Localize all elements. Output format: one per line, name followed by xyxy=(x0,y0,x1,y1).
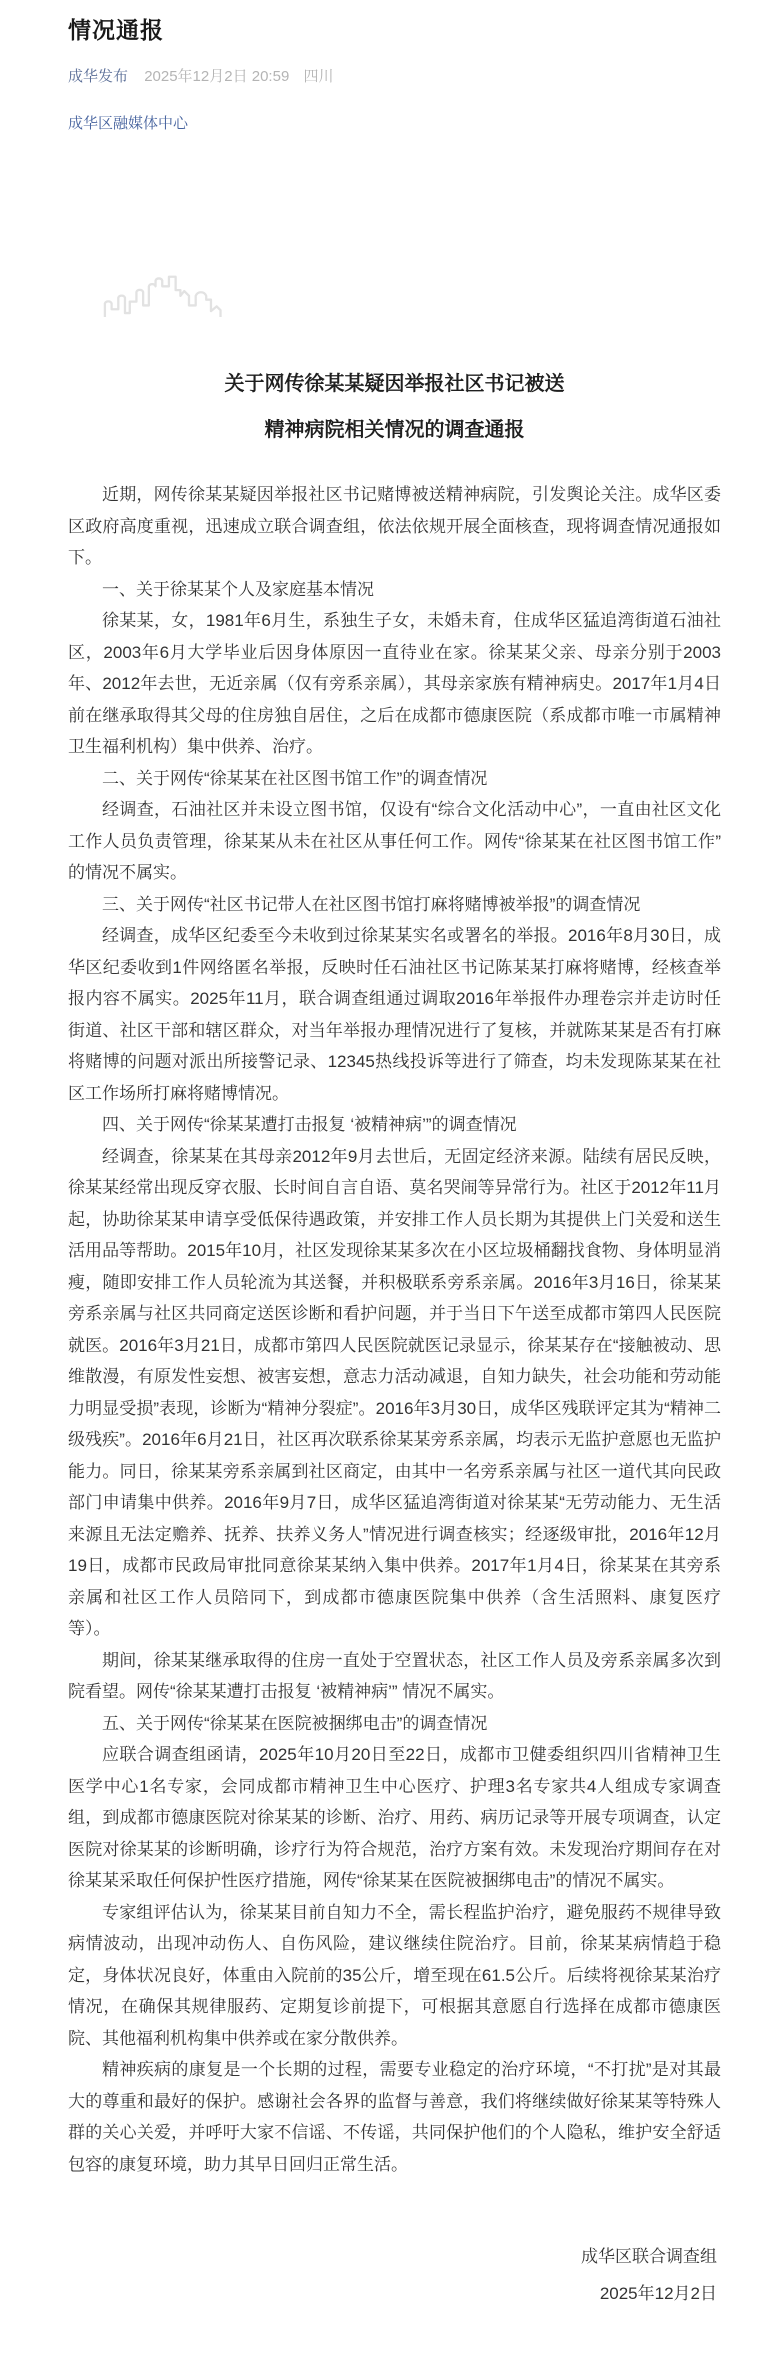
paragraph: 徐某某，女，1981年6月生，系独生子女，未婚未育，住成华区猛追湾街道石油社区，2003年6月大学毕业后因身体原因一直待业在家。徐某某父亲、母亲分别于2003年、2012年去世，无近亲属（仅有旁系亲属），其母亲家族有精神病史。2017年1月4日前在继承取得其父母的住房独自居住，之后在成都市德康医院（系成都市唯一市属精神卫生福利机构）集中供养、治疗。 xyxy=(68,611,721,756)
publish-location: 四川 xyxy=(303,68,334,85)
page-title: 情况通报 xyxy=(68,17,164,43)
publish-datetime: 2025年12月2日 20:59 xyxy=(144,68,290,85)
account-name-link[interactable]: 成华发布 xyxy=(68,68,129,85)
signature-org: 成华区联合调查组 xyxy=(581,2247,717,2266)
signature-block xyxy=(68,2238,721,2312)
article-title xyxy=(68,361,721,453)
article-body xyxy=(68,479,721,2180)
section-heading: 四、关于网传“徐某某遭打击报复 ‘被精神病’”的调查情况 xyxy=(102,1115,517,1134)
section-heading: 二、关于网传“徐某某在社区图书馆工作”的调查情况 xyxy=(102,768,488,788)
section-heading: 五、关于网传“徐某某在医院被捆绑电击”的调查情况 xyxy=(102,1713,488,1733)
paragraph: 期间，徐某某继承取得的住房一直处于空置状态，社区工作人员及旁系亲属多次到院看望。网传“徐某某遭打击报复 ‘被精神病’” 情况不属实。 xyxy=(68,1650,721,1701)
paragraph: 经调查，石油社区并未设立图书馆，仅设有“综合文化活动中心”，一直由社区文化工作人员负责管理，徐某某从未在社区从事任何工作。网传“徐某某在社区图书馆工作”的情况不属实。 xyxy=(68,800,721,882)
article-title-line2: 精神病院相关情况的调查通报 xyxy=(264,419,525,441)
paragraph: 应联合调查组函请，2025年10月20日至22日，成都市卫健委组织四川省精神卫生医学中心1名专家，会同成都市精神卫生中心医疗、护理3名专家共4人组成专家调查组，到成都市德康医院对徐某某的诊断、治疗、用药、病历记录等开展专项调查，认定医院对徐某某的诊断明确，诊疗行为符合规范，治疗方案有效。未发现治疗期间存在对徐某某采取任何保护性医疗措施，网传“徐某某在医院被捆绑电击”的情况不属实。 xyxy=(68,1745,721,1890)
article-meta xyxy=(68,65,721,86)
paragraph: 近期，网传徐某某疑因举报社区书记赌博被送精神病院，引发舆论关注。成华区委区政府高度重视，迅速成立联合调查组，依法依规开展全面核查，现将调查情况通报如下。 xyxy=(68,485,721,567)
section-heading: 三、关于网传“社区书记带人在社区图书馆打麻将赌博被举报”的调查情况 xyxy=(102,894,641,914)
city-skyline-sketch-icon xyxy=(103,269,275,317)
signature-date: 2025年12月2日 xyxy=(599,2284,717,2303)
source-link[interactable]: 成华区融媒体中心 xyxy=(68,115,189,132)
paragraph: 经调查，徐某某在其母亲2012年9月去世后，无固定经济来源。陆续有居民反映，徐某某经常出现反穿衣服、长时间自言自语、莫名哭闹等异常行为。社区于2012年11月起，协助徐某某申请享受低保待遇政策，并安排工作人员长期为其提供上门关爱和送生活用品等帮助。2015年10月，社区发现徐某某多次在小区垃圾桶翻找食物、身体明显消瘦，随即安排工作人员轮流为其送餐，并积极联系旁系亲属。2016年3月16日，徐某某旁系亲属与社区共同商定送医诊断和看护问题，并于当日下午送至成都市第四人民医院就医。2016年3月21日，成都市第四人民医院就医记录显示，徐某某存在“接触被动、思维散漫，有原发性妄想、被害妄想，意志力活动减退，自知力缺失，社会功能和劳动能力明显受损”表现，诊断为“精神分裂症”。2016年3月30日，成华区残联评定其为“精神二级残疾”。2016年6月21日，社区再次联系徐某某旁系亲属，均表示无监护意愿也无监护能力。同日，徐某某旁系亲属到社区商定，由其中一名旁系亲属与社区一道代其向民政部门申请集中供养。2016年9月7日，成华区猛追湾街道对徐某某“无劳动能力、无生活来源且无法定赡养、抚养、扶养义务人”情况进行调查核实；经逐级审批，2016年12月19日，成都市民政局审批同意徐某某纳入集中供养。2017年1月4日，徐某某在其旁系亲属和社区工作人员陪同下，到成都市德康医院集中供养（含生活照料、康复医疗等）。 xyxy=(68,1146,721,1638)
paragraph: 专家组评估认为，徐某某目前自知力不全，需长程监护治疗，避免服药不规律导致病情波动，出现冲动伤人、自伤风险，建议继续住院治疗。目前，徐某某病情趋于稳定，身体状况良好，体重由入院前的35公斤，增至现在61.5公斤。后续将视徐某某治疗情况，在确保其规律服药、定期复诊前提下，可根据其意愿自行选择在成都市德康医院、其他福利机构集中供养或在家分散供养。 xyxy=(68,1902,721,2048)
article-hero-image xyxy=(68,139,721,317)
paragraph: 精神疾病的康复是一个长期的过程，需要专业稳定的治疗环境，“不打扰”是对其最大的尊重和最好的保护。感谢社会各界的监督与善意，我们将继续做好徐某某等特殊人群的关心关爱，并呼吁大家不信谣、不传谣，共同保护他们的个人隐私，维护安全舒适包容的康复环境，助力其早日回归正常生活。 xyxy=(68,2060,721,2174)
paragraph: 经调查，成华区纪委至今未收到过徐某某实名或署名的举报。2016年8月30日，成华区纪委收到1件网络匿名举报，反映时任石油社区书记陈某某打麻将赌博，经核查举报内容不属实。2025年11月，联合调查组通过调取2016年举报件办理卷宗并走访时任街道、社区干部和辖区群众，对当年举报办理情况进行了复核，并就陈某某是否有打麻将赌博的问题对派出所接警记录、12345热线投诉等进行了筛查，均未发现陈某某在社区工作场所打麻将赌博情况。 xyxy=(68,926,721,1103)
section-heading: 一、关于徐某某个人及家庭基本情况 xyxy=(102,579,374,599)
article-title-line1: 关于网传徐某某疑因举报社区书记被送 xyxy=(224,373,565,395)
